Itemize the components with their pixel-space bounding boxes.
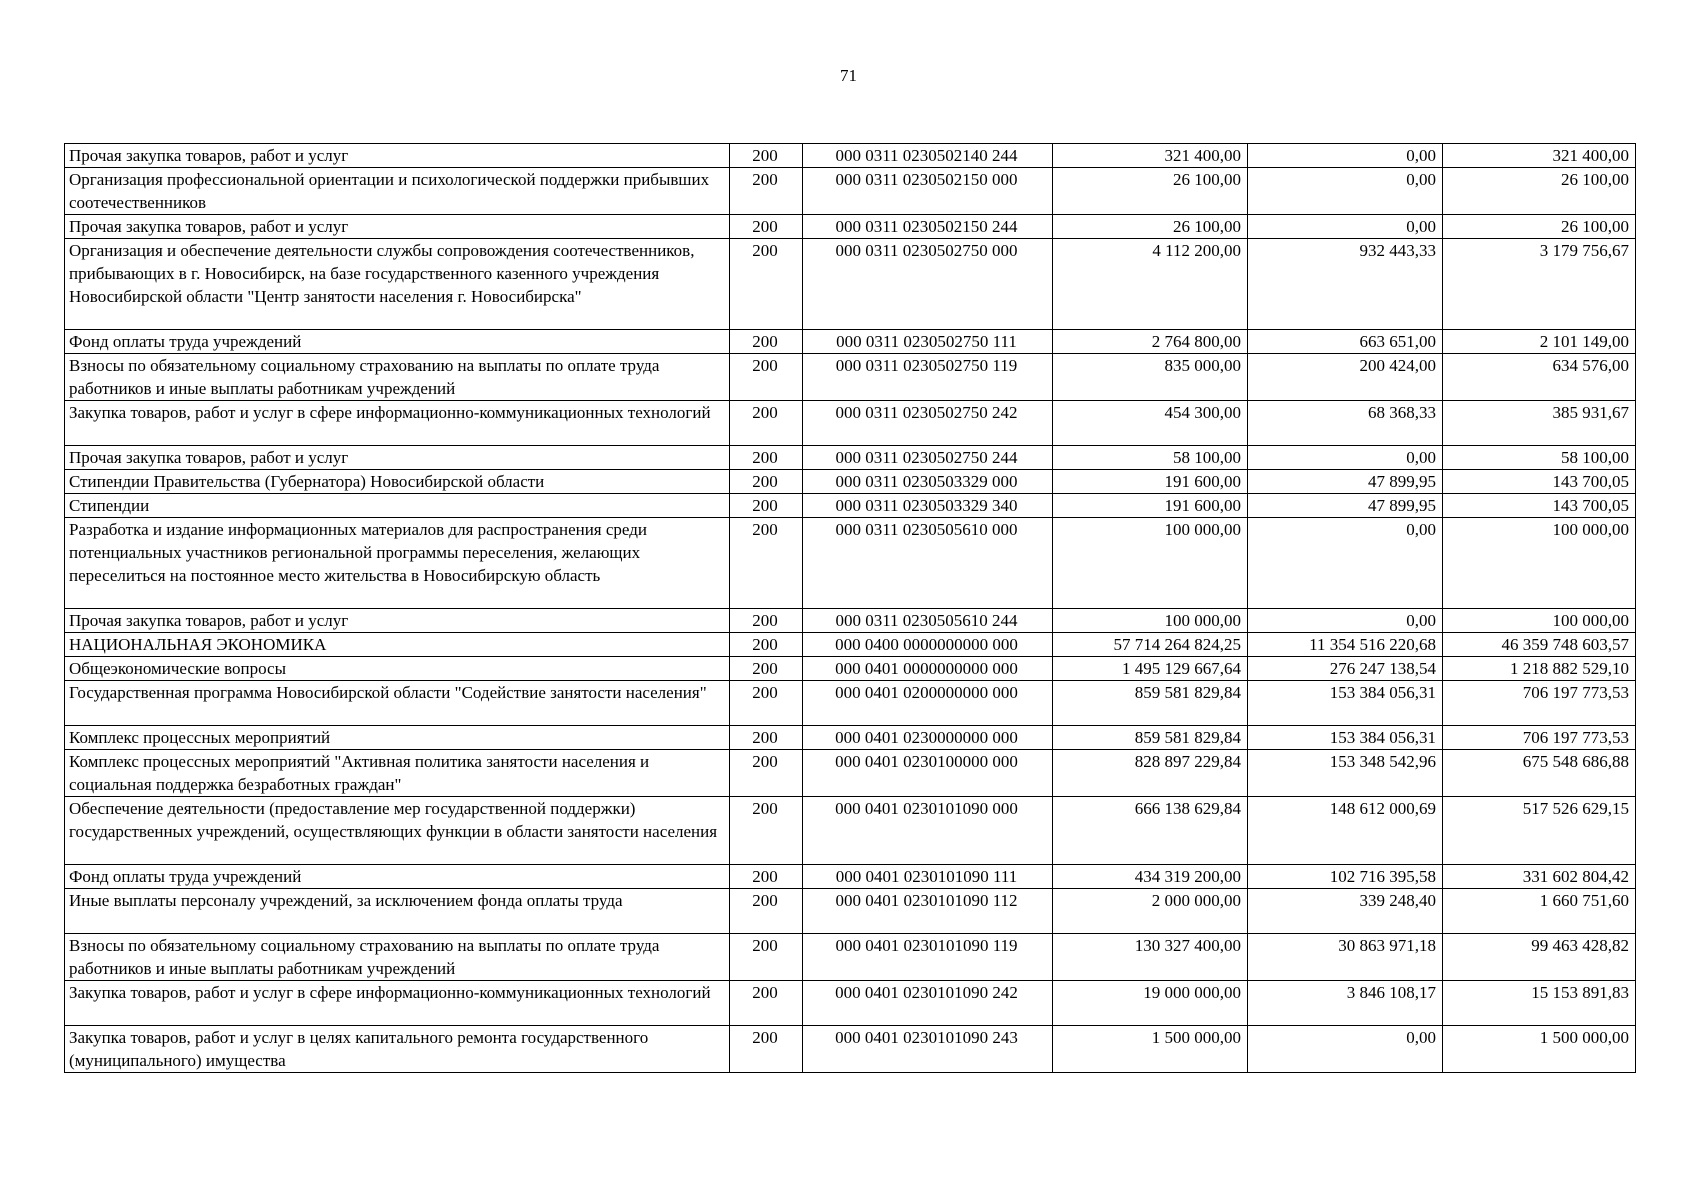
table-row <box>65 215 1636 239</box>
row-unexecuted-amount: 100 000,00 <box>1443 609 1636 633</box>
row-line-code: 200 <box>730 797 803 865</box>
row-unexecuted-amount: 99 463 428,82 <box>1443 934 1636 981</box>
row-line-code: 200 <box>730 726 803 750</box>
table-row <box>65 889 1636 934</box>
row-line-code: 200 <box>730 401 803 446</box>
table-row <box>65 609 1636 633</box>
row-name: Стипендии Правительства (Губернатора) Новосибирской области <box>65 470 730 494</box>
row-name: Организация профессиональной ориентации и психологической поддержки прибывших соотечественников <box>65 168 730 215</box>
row-executed-amount: 339 248,40 <box>1248 889 1443 934</box>
row-budget-code: 000 0401 0230101090 242 <box>803 981 1053 1026</box>
row-budget-code: 000 0311 0230503329 000 <box>803 470 1053 494</box>
row-line-code: 200 <box>730 1026 803 1073</box>
table-row <box>65 681 1636 726</box>
table-row <box>65 494 1636 518</box>
row-unexecuted-amount: 1 660 751,60 <box>1443 889 1636 934</box>
row-approved-amount: 2 764 800,00 <box>1053 330 1248 354</box>
row-executed-amount: 47 899,95 <box>1248 494 1443 518</box>
row-approved-amount: 100 000,00 <box>1053 518 1248 609</box>
row-executed-amount: 0,00 <box>1248 215 1443 239</box>
row-budget-code: 000 0401 0230101090 243 <box>803 1026 1053 1073</box>
row-unexecuted-amount: 706 197 773,53 <box>1443 681 1636 726</box>
row-line-code: 200 <box>730 865 803 889</box>
row-line-code: 200 <box>730 215 803 239</box>
row-approved-amount: 130 327 400,00 <box>1053 934 1248 981</box>
row-unexecuted-amount: 143 700,05 <box>1443 494 1636 518</box>
table-row <box>65 401 1636 446</box>
row-approved-amount: 666 138 629,84 <box>1053 797 1248 865</box>
row-budget-code: 000 0311 0230505610 244 <box>803 609 1053 633</box>
row-budget-code: 000 0401 0000000000 000 <box>803 657 1053 681</box>
row-name: Закупка товаров, работ и услуг в сфере информационно-коммуникационных технологий <box>65 401 730 446</box>
row-executed-amount: 153 348 542,96 <box>1248 750 1443 797</box>
row-unexecuted-amount: 675 548 686,88 <box>1443 750 1636 797</box>
row-budget-code: 000 0311 0230502750 119 <box>803 354 1053 401</box>
row-executed-amount: 68 368,33 <box>1248 401 1443 446</box>
table-row <box>65 144 1636 168</box>
row-unexecuted-amount: 100 000,00 <box>1443 518 1636 609</box>
row-approved-amount: 828 897 229,84 <box>1053 750 1248 797</box>
row-approved-amount: 4 112 200,00 <box>1053 239 1248 330</box>
row-name: Закупка товаров, работ и услуг в целях капитального ремонта государственного (муниципального) имущества <box>65 1026 730 1073</box>
table-row <box>65 726 1636 750</box>
row-executed-amount: 153 384 056,31 <box>1248 726 1443 750</box>
row-unexecuted-amount: 321 400,00 <box>1443 144 1636 168</box>
row-unexecuted-amount: 331 602 804,42 <box>1443 865 1636 889</box>
row-line-code: 200 <box>730 609 803 633</box>
row-executed-amount: 0,00 <box>1248 518 1443 609</box>
row-name: Комплекс процессных мероприятий "Активная политика занятости населения и социальная поддержка безработных граждан" <box>65 750 730 797</box>
table-row <box>65 797 1636 865</box>
row-executed-amount: 0,00 <box>1248 446 1443 470</box>
row-executed-amount: 200 424,00 <box>1248 354 1443 401</box>
row-budget-code: 000 0401 0230100000 000 <box>803 750 1053 797</box>
row-approved-amount: 1 500 000,00 <box>1053 1026 1248 1073</box>
table-row <box>65 518 1636 609</box>
row-line-code: 200 <box>730 446 803 470</box>
row-budget-code: 000 0400 0000000000 000 <box>803 633 1053 657</box>
row-executed-amount: 0,00 <box>1248 609 1443 633</box>
table-row <box>65 934 1636 981</box>
row-name: Общеэкономические вопросы <box>65 657 730 681</box>
row-approved-amount: 454 300,00 <box>1053 401 1248 446</box>
row-line-code: 200 <box>730 330 803 354</box>
row-approved-amount: 1 495 129 667,64 <box>1053 657 1248 681</box>
row-approved-amount: 859 581 829,84 <box>1053 681 1248 726</box>
row-unexecuted-amount: 26 100,00 <box>1443 215 1636 239</box>
row-approved-amount: 321 400,00 <box>1053 144 1248 168</box>
budget-execution-table <box>64 143 1636 1073</box>
row-executed-amount: 932 443,33 <box>1248 239 1443 330</box>
row-budget-code: 000 0311 0230502750 111 <box>803 330 1053 354</box>
row-unexecuted-amount: 26 100,00 <box>1443 168 1636 215</box>
row-unexecuted-amount: 58 100,00 <box>1443 446 1636 470</box>
row-executed-amount: 153 384 056,31 <box>1248 681 1443 726</box>
row-approved-amount: 100 000,00 <box>1053 609 1248 633</box>
table-row <box>65 330 1636 354</box>
row-approved-amount: 26 100,00 <box>1053 215 1248 239</box>
row-unexecuted-amount: 15 153 891,83 <box>1443 981 1636 1026</box>
row-budget-code: 000 0311 0230502140 244 <box>803 144 1053 168</box>
row-budget-code: 000 0401 0230000000 000 <box>803 726 1053 750</box>
row-name: Иные выплаты персоналу учреждений, за исключением фонда оплаты труда <box>65 889 730 934</box>
row-budget-code: 000 0311 0230505610 000 <box>803 518 1053 609</box>
row-line-code: 200 <box>730 981 803 1026</box>
row-executed-amount: 3 846 108,17 <box>1248 981 1443 1026</box>
page-number: 71 <box>840 66 857 85</box>
row-name: Организация и обеспечение деятельности службы сопровождения соотечественников, прибывающих в г. Новосибирск, на базе государственного казенного учреждения Новосибирской области "Центр занятости населения г. Новосибирска" <box>65 239 730 330</box>
row-approved-amount: 2 000 000,00 <box>1053 889 1248 934</box>
row-line-code: 200 <box>730 657 803 681</box>
table-row <box>65 633 1636 657</box>
row-unexecuted-amount: 46 359 748 603,57 <box>1443 633 1636 657</box>
row-budget-code: 000 0311 0230503329 340 <box>803 494 1053 518</box>
table-row <box>65 168 1636 215</box>
row-executed-amount: 47 899,95 <box>1248 470 1443 494</box>
table-row <box>65 470 1636 494</box>
row-name: Разработка и издание информационных материалов для распространения среди потенциальных участников региональной программы переселения, желающих переселиться на постоянное место жительства в Новосибирскую область <box>65 518 730 609</box>
row-approved-amount: 835 000,00 <box>1053 354 1248 401</box>
row-approved-amount: 58 100,00 <box>1053 446 1248 470</box>
row-name: Взносы по обязательному социальному страхованию на выплаты по оплате труда работников и иные выплаты работникам учреждений <box>65 934 730 981</box>
row-executed-amount: 0,00 <box>1248 1026 1443 1073</box>
row-executed-amount: 30 863 971,18 <box>1248 934 1443 981</box>
row-unexecuted-amount: 1 218 882 529,10 <box>1443 657 1636 681</box>
row-line-code: 200 <box>730 239 803 330</box>
row-approved-amount: 434 319 200,00 <box>1053 865 1248 889</box>
row-budget-code: 000 0401 0230101090 111 <box>803 865 1053 889</box>
row-line-code: 200 <box>730 354 803 401</box>
row-executed-amount: 0,00 <box>1248 144 1443 168</box>
row-budget-code: 000 0401 0230101090 112 <box>803 889 1053 934</box>
row-line-code: 200 <box>730 889 803 934</box>
row-name: Государственная программа Новосибирской области "Содействие занятости населения" <box>65 681 730 726</box>
table-row <box>65 239 1636 330</box>
table-row <box>65 446 1636 470</box>
row-line-code: 200 <box>730 470 803 494</box>
row-name: Фонд оплаты труда учреждений <box>65 865 730 889</box>
row-budget-code: 000 0401 0230101090 000 <box>803 797 1053 865</box>
row-approved-amount: 19 000 000,00 <box>1053 981 1248 1026</box>
row-name: Прочая закупка товаров, работ и услуг <box>65 215 730 239</box>
row-unexecuted-amount: 517 526 629,15 <box>1443 797 1636 865</box>
row-budget-code: 000 0311 0230502150 244 <box>803 215 1053 239</box>
row-executed-amount: 276 247 138,54 <box>1248 657 1443 681</box>
row-budget-code: 000 0401 0230101090 119 <box>803 934 1053 981</box>
table-row <box>65 354 1636 401</box>
table-row <box>65 981 1636 1026</box>
row-name: Взносы по обязательному социальному страхованию на выплаты по оплате труда работников и иные выплаты работникам учреждений <box>65 354 730 401</box>
row-line-code: 200 <box>730 518 803 609</box>
row-approved-amount: 191 600,00 <box>1053 470 1248 494</box>
row-name: Фонд оплаты труда учреждений <box>65 330 730 354</box>
table-row <box>65 750 1636 797</box>
row-executed-amount: 0,00 <box>1248 168 1443 215</box>
row-approved-amount: 26 100,00 <box>1053 168 1248 215</box>
row-executed-amount: 148 612 000,69 <box>1248 797 1443 865</box>
row-unexecuted-amount: 143 700,05 <box>1443 470 1636 494</box>
row-name: Обеспечение деятельности (предоставление мер государственной поддержки) государственных учреждений, осуществляющих функции в области занятости населения <box>65 797 730 865</box>
row-name: Комплекс процессных мероприятий <box>65 726 730 750</box>
row-line-code: 200 <box>730 934 803 981</box>
table-body <box>65 144 1636 1073</box>
row-approved-amount: 859 581 829,84 <box>1053 726 1248 750</box>
row-line-code: 200 <box>730 494 803 518</box>
row-unexecuted-amount: 706 197 773,53 <box>1443 726 1636 750</box>
row-unexecuted-amount: 1 500 000,00 <box>1443 1026 1636 1073</box>
row-budget-code: 000 0311 0230502750 244 <box>803 446 1053 470</box>
row-name: Прочая закупка товаров, работ и услуг <box>65 446 730 470</box>
row-executed-amount: 663 651,00 <box>1248 330 1443 354</box>
row-line-code: 200 <box>730 144 803 168</box>
row-name: Стипендии <box>65 494 730 518</box>
table-row <box>65 865 1636 889</box>
row-unexecuted-amount: 634 576,00 <box>1443 354 1636 401</box>
row-line-code: 200 <box>730 750 803 797</box>
row-unexecuted-amount: 2 101 149,00 <box>1443 330 1636 354</box>
row-name: Прочая закупка товаров, работ и услуг <box>65 144 730 168</box>
row-name: Прочая закупка товаров, работ и услуг <box>65 609 730 633</box>
row-budget-code: 000 0311 0230502750 242 <box>803 401 1053 446</box>
row-line-code: 200 <box>730 681 803 726</box>
row-budget-code: 000 0401 0200000000 000 <box>803 681 1053 726</box>
row-unexecuted-amount: 3 179 756,67 <box>1443 239 1636 330</box>
row-unexecuted-amount: 385 931,67 <box>1443 401 1636 446</box>
row-approved-amount: 57 714 264 824,25 <box>1053 633 1248 657</box>
row-name: НАЦИОНАЛЬНАЯ ЭКОНОМИКА <box>65 633 730 657</box>
row-executed-amount: 11 354 516 220,68 <box>1248 633 1443 657</box>
row-line-code: 200 <box>730 633 803 657</box>
row-name: Закупка товаров, работ и услуг в сфере информационно-коммуникационных технологий <box>65 981 730 1026</box>
table-row <box>65 657 1636 681</box>
row-line-code: 200 <box>730 168 803 215</box>
row-approved-amount: 191 600,00 <box>1053 494 1248 518</box>
row-executed-amount: 102 716 395,58 <box>1248 865 1443 889</box>
row-budget-code: 000 0311 0230502750 000 <box>803 239 1053 330</box>
table-row <box>65 1026 1636 1073</box>
row-budget-code: 000 0311 0230502150 000 <box>803 168 1053 215</box>
